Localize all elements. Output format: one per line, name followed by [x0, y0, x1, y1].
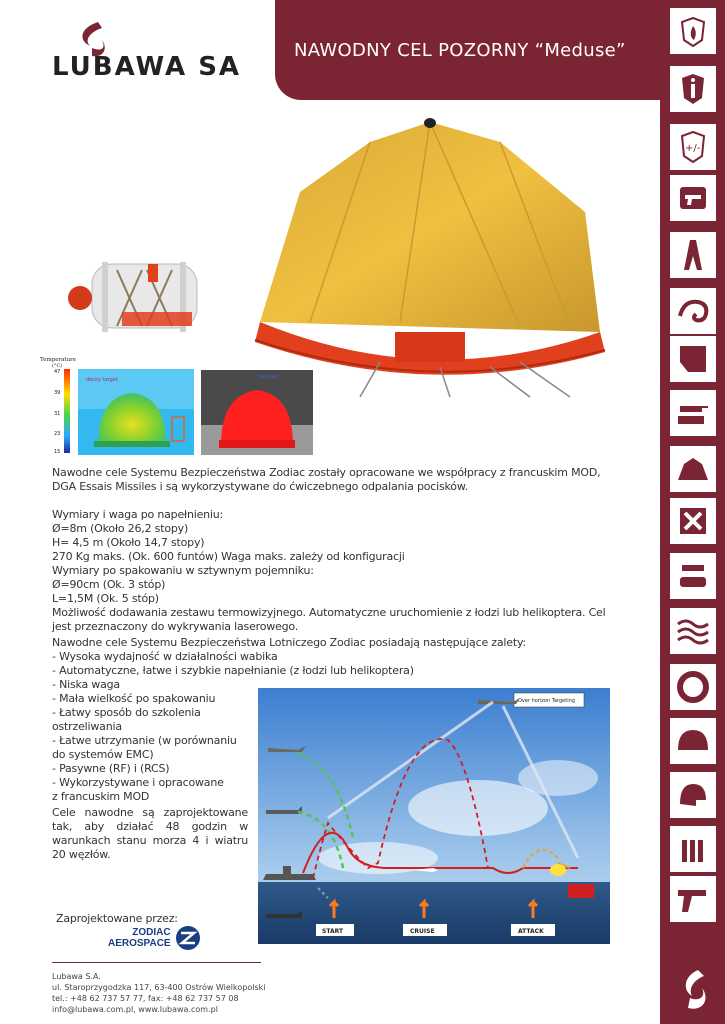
- svg-text:Temperature: Temperature: [40, 357, 77, 363]
- footer-rule: [52, 962, 261, 963]
- life-ring-icon: [670, 664, 716, 710]
- diagram-attack-label: ATTACK: [518, 928, 544, 935]
- advantage-item: - Pasywne (RF) i (RCS): [52, 762, 170, 775]
- page-title: NAWODNY CEL POZORNY “Meduse”: [294, 40, 626, 61]
- packed-container-image: [62, 258, 202, 338]
- brand-mark-icon: [668, 966, 718, 1016]
- svg-text:23: 23: [54, 431, 61, 437]
- advantage-item: do systemów EMC): [52, 748, 154, 761]
- zodiac-emblem-icon: [175, 925, 201, 951]
- intro-line-2: DGA Essais Missiles i są wykorzystywane do ćwiczebnego odpalania pocisków.: [52, 480, 468, 493]
- targeting-diagram: [258, 688, 610, 944]
- brand-name: LUBAWA SA: [52, 52, 242, 82]
- svg-text:hot spot: hot spot: [259, 375, 278, 380]
- footer: [52, 971, 265, 1015]
- designed-by-label: Zaprojektowane przez:: [56, 912, 178, 925]
- spec-line: Możliwość dodawania zestawu termowizyjnego. Automatyczne uruchomienie z łodzi lub helikoptera. Cel: [52, 606, 606, 619]
- advantage-item: - Wysoka wydajność w działalności wabika: [52, 650, 278, 663]
- meduse-target-image: [250, 112, 610, 402]
- chameleon-icon: [670, 288, 716, 334]
- spec-line: Wymiary po spakowaniu w sztywnym pojemniku:: [52, 564, 314, 577]
- diagram-cruise-label: CRUISE: [410, 928, 435, 935]
- closing-text: Cele nawodne są zaprojektowane tak, aby działać 48 godzin w warunkach stanu morza 4 i wiatru 20 węzłów.: [52, 806, 248, 861]
- info-icon: [670, 66, 716, 112]
- spec-line: 270 Kg maks. (Ok. 600 funtów) Waga maks. zależy od konfiguracji: [52, 550, 405, 563]
- advantage-item: ostrzeliwania: [52, 720, 122, 733]
- spec-line: L=1,5M (Ok. 5 stóp): [52, 592, 159, 605]
- advantage-item: - Mała wielkość po spakowaniu: [52, 692, 216, 705]
- zodiac-logo: [108, 925, 201, 951]
- footer-address: ul. Staroprzygodzka 117, 63-400 Ostrów Wielkopolski: [52, 983, 266, 992]
- zodiac-line-1: ZODIAC: [132, 927, 171, 938]
- svg-text:47: 47: [54, 369, 61, 375]
- suit-icon: [670, 232, 716, 278]
- advantage-item: - Automatyczne, łatwe i szybkie napełnianie (z łodzi lub helikoptera): [52, 664, 414, 677]
- waves-icon: [670, 608, 716, 654]
- tent-icon: [670, 446, 716, 492]
- diagram-box-label: Over horizon Targeting: [518, 698, 575, 704]
- svg-text:+/-: +/-: [685, 143, 701, 154]
- advantage-item: - Niska waga: [52, 678, 120, 691]
- diagram-start-label: START: [322, 928, 344, 935]
- intro-line-1: Nawodne cele Systemu Bezpieczeństwa Zodiac zostały opracowane we współpracy z francuskim MOD,: [52, 466, 601, 479]
- fire-protection-icon: [670, 8, 716, 54]
- spec-line: Ø=90cm (Ok. 3 stóp): [52, 578, 166, 591]
- ammunition-icon: [670, 826, 716, 872]
- helicopter-tank-icon: [670, 553, 716, 599]
- camouflage-sheet-icon: [670, 336, 716, 382]
- plus-minus-icon: [670, 124, 716, 170]
- footer-web: info@lubawa.com.pl, www.lubawa.com.pl: [52, 1005, 218, 1014]
- spec-line: Wymiary i waga po napełnieniu:: [52, 508, 224, 521]
- advantage-item: z francuskim MOD: [52, 790, 150, 803]
- svg-text:decoy target: decoy target: [86, 377, 118, 383]
- intro-text: [52, 466, 612, 494]
- advantages-heading: Nawodne cele Systemu Bezpieczeństwa Lotniczego Zodiac posiadają następujące zalety:: [52, 636, 526, 649]
- spec-line: Ø=8m (Około 26,2 stopy): [52, 522, 189, 535]
- tanks-icon: [670, 390, 716, 436]
- svg-text:(°C): (°C): [52, 363, 63, 369]
- advantage-item: - Łatwy sposób do szkolenia: [52, 706, 201, 719]
- footer-company: Lubawa S.A.: [52, 972, 101, 981]
- pistol-case-icon: [670, 175, 716, 221]
- combat-helmet-icon: [670, 772, 716, 818]
- helmet-icon: [670, 718, 716, 764]
- gun-icon: [670, 876, 716, 922]
- spec-line: jest przeznaczony do wykrywania laserowego.: [52, 620, 299, 633]
- svg-text:15: 15: [54, 449, 61, 455]
- zodiac-line-2: AEROSPACE: [108, 938, 171, 949]
- thermal-image-1: [40, 355, 195, 455]
- advantage-item: - Wykorzystywane i opracowane: [52, 776, 224, 789]
- svg-text:39: 39: [54, 390, 61, 396]
- advantage-item: - Łatwe utrzymanie (w porównaniu: [52, 734, 237, 747]
- spec-line: H= 4,5 m (Około 14,7 stopy): [52, 536, 205, 549]
- target-cross-icon: [670, 498, 716, 544]
- svg-text:31: 31: [54, 411, 61, 417]
- specs-list: [52, 508, 612, 634]
- footer-phone: tel.: +48 62 737 57 77, fax: +48 62 737 57 08: [52, 994, 239, 1003]
